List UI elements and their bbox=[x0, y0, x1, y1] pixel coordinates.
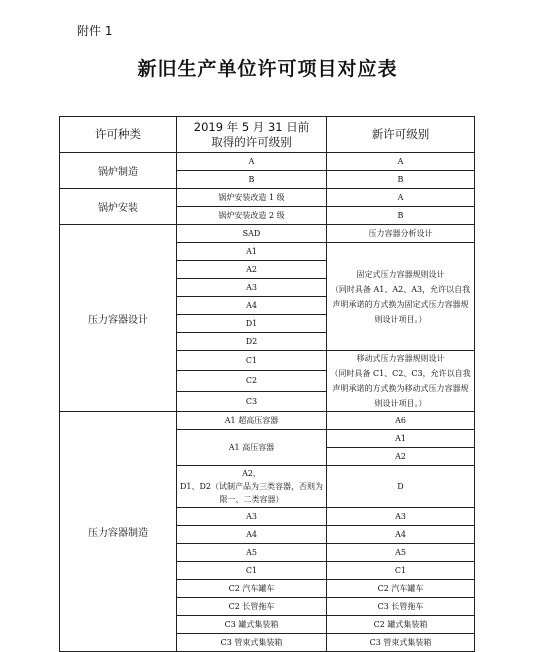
table-row bbox=[60, 189, 475, 207]
category-vessel-manufacturing: 压力容器制造 bbox=[60, 412, 177, 652]
old-level-cell: A1 高压容器 bbox=[177, 430, 327, 466]
column-header-old-level: 2019 年 5 月 31 日前 取得的许可级别 bbox=[177, 117, 327, 153]
fixed-vessel-design-note: 固定式压力容器规则设计 （同时具备 A1、A2、A3，允许以自我声明承诺的方式换为固定式压力容器规则设计项目。） bbox=[327, 243, 475, 351]
new-level-cell: C1 bbox=[327, 562, 475, 580]
old-level-cell: C3 管束式集装箱 bbox=[177, 634, 327, 652]
old-level-cell: A1 超高压容器 bbox=[177, 412, 327, 430]
old-level-cell: A4 bbox=[177, 526, 327, 544]
new-level-cell: B bbox=[327, 207, 475, 225]
old-level-cell: A1 bbox=[177, 243, 327, 261]
new-level-cell: A bbox=[327, 153, 475, 171]
new-level-cell: A4 bbox=[327, 526, 475, 544]
old-level-cell: D2 bbox=[177, 333, 327, 351]
new-level-cell: C3 长管拖车 bbox=[327, 598, 475, 616]
category-vessel-design: 压力容器设计 bbox=[60, 225, 177, 412]
old-level-cell: C2 bbox=[177, 371, 327, 391]
new-level-cell: C2 汽车罐车 bbox=[327, 580, 475, 598]
old-level-cell: SAD bbox=[177, 225, 327, 243]
mobile-vessel-design-note: 移动式压力容器规则设计 （同时具备 C1、C2、C3，允许以自我声明承诺的方式换为移动式压力容器规则设计项目。） bbox=[327, 351, 475, 412]
new-level-cell: C2 罐式集装箱 bbox=[327, 616, 475, 634]
old-level-cell: C2 汽车罐车 bbox=[177, 580, 327, 598]
new-level-cell: A1 bbox=[327, 430, 475, 448]
table-row bbox=[60, 412, 475, 430]
old-level-cell: A5 bbox=[177, 544, 327, 562]
new-level-cell: D bbox=[327, 466, 475, 508]
attachment-label: 附件 1 bbox=[77, 24, 113, 38]
new-level-cell: A5 bbox=[327, 544, 475, 562]
category-boiler-manufacturing: 锅炉制造 bbox=[60, 153, 177, 189]
old-level-cell: A3 bbox=[177, 279, 327, 297]
table-header-row bbox=[60, 117, 475, 153]
old-level-cell: C1 bbox=[177, 562, 327, 580]
old-level-cell: C3 罐式集装箱 bbox=[177, 616, 327, 634]
old-level-cell: A bbox=[177, 153, 327, 171]
old-level-cell: B bbox=[177, 171, 327, 189]
table-row bbox=[60, 225, 475, 243]
new-level-cell: A2 bbox=[327, 448, 475, 466]
page-title: 新旧生产单位许可项目对应表 bbox=[137, 58, 398, 80]
old-level-cell: A2， D1、D2（试制产品为三类容器，否则为限一、二类容器） bbox=[177, 466, 327, 508]
new-level-cell: A3 bbox=[327, 508, 475, 526]
old-level-cell: 锅炉安装改造 2 级 bbox=[177, 207, 327, 225]
column-header-category: 许可种类 bbox=[60, 117, 177, 153]
table-row bbox=[60, 153, 475, 171]
permit-mapping-table bbox=[59, 116, 475, 652]
old-level-cell: A4 bbox=[177, 297, 327, 315]
old-level-cell: C2 长管拖车 bbox=[177, 598, 327, 616]
new-level-cell: 压力容器分析设计 bbox=[327, 225, 475, 243]
new-level-cell: A6 bbox=[327, 412, 475, 430]
old-level-cell: D1 bbox=[177, 315, 327, 333]
column-header-new-level: 新许可级别 bbox=[327, 117, 475, 153]
category-boiler-installation: 锅炉安装 bbox=[60, 189, 177, 225]
old-level-cell: A3 bbox=[177, 508, 327, 526]
new-level-cell: B bbox=[327, 171, 475, 189]
new-level-cell: C3 管束式集装箱 bbox=[327, 634, 475, 652]
old-level-cell: A2 bbox=[177, 261, 327, 279]
old-level-cell: C3 bbox=[177, 391, 327, 411]
new-level-cell: A bbox=[327, 189, 475, 207]
old-level-cell: 锅炉安装改造 1 级 bbox=[177, 189, 327, 207]
old-level-cell: C1 bbox=[177, 351, 327, 371]
